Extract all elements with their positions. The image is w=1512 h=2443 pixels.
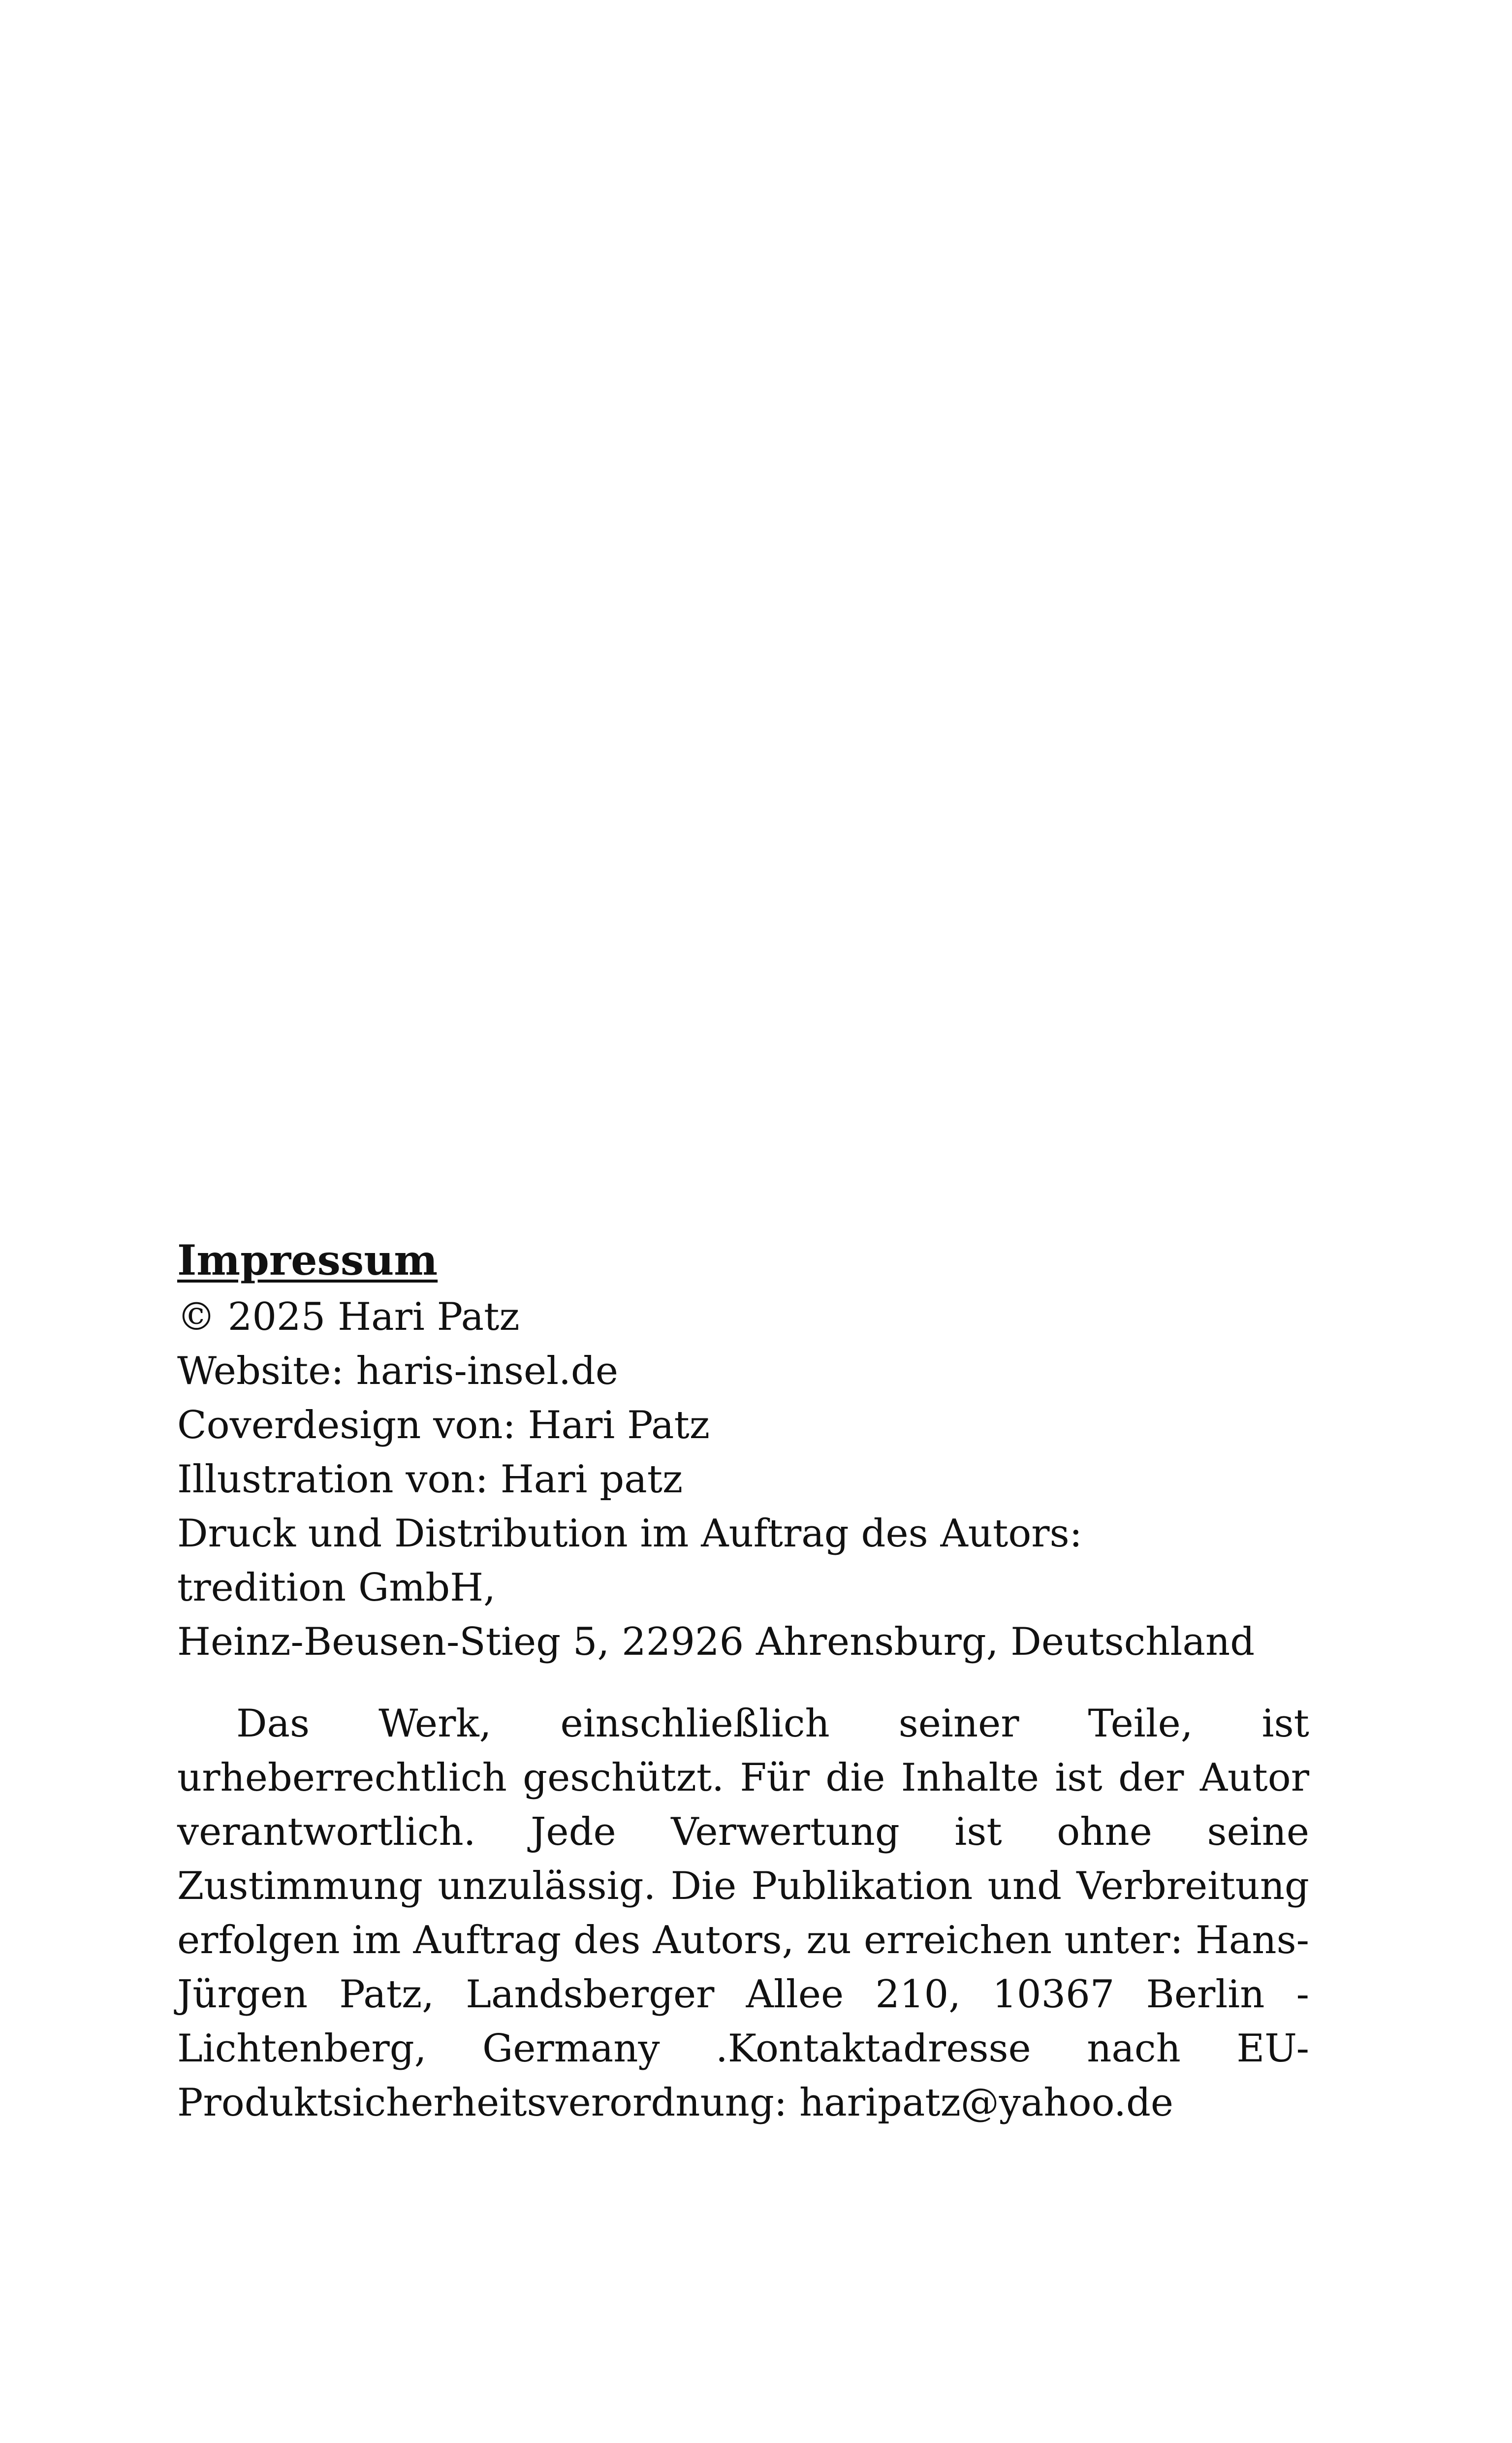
cover-design-line: Coverdesign von: Hari Patz [177, 1403, 710, 1447]
impressum-block [177, 1231, 1358, 1669]
print-distribution-line: Druck und Distribution im Auftrag des Autors: [177, 1511, 1082, 1556]
publisher-name-line: tredition GmbH, [177, 1566, 496, 1610]
copyright-line: © 2025 Hari Patz [177, 1295, 520, 1339]
publisher-address-line: Heinz-Beusen-Stieg 5, 22926 Ahrensburg, Deutschland [177, 1620, 1255, 1664]
illustration-line: Illustration von: Hari patz [177, 1457, 683, 1502]
copyright-notice-paragraph: Das Werk, einschließlich seiner Teile, ist urheberrechtlich geschützt. Für die Inhalte ist der Autor verantwortlich. Jede Verwertung ist ohne seine Zustimmung unzulässig. Die Publikation und Verbreitung erfolgen im Auftrag des Autors, zu erreichen unter: Hans-Jürgen Patz, Landsberger Allee 210, 10367 Berlin - Lichtenberg, Germany .Kontaktadresse nach EU-Produktsicherheitsverordnung: haripatz@yahoo.de [177, 1702, 1309, 2125]
impressum-title: Impressum [177, 1236, 438, 1285]
website-line: Website: haris-insel.de [177, 1349, 619, 1393]
